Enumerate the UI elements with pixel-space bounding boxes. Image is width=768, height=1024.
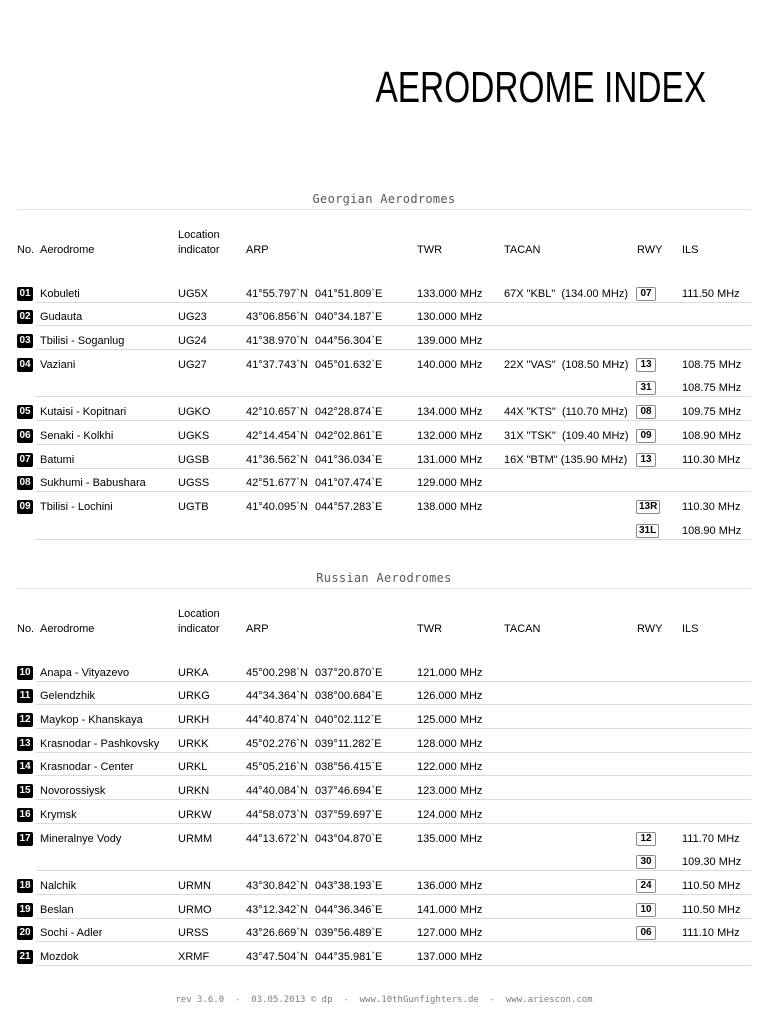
- row-number-badge: 16: [17, 808, 33, 822]
- table-row: [17, 776, 751, 800]
- section-title: Georgian Aerodromes: [312, 192, 456, 206]
- runway-cell: [637, 381, 682, 395]
- row-number-badge: 03: [17, 334, 33, 348]
- twr-frequency: 127.000 MHz: [417, 927, 483, 940]
- table-row: [17, 919, 751, 943]
- arp-latitude: 45°05.216`N: [246, 761, 308, 774]
- table-row: [17, 848, 751, 872]
- arp-latitude: 42°51.677`N: [246, 477, 308, 490]
- runway-designator: 07: [636, 287, 656, 301]
- table-header-row: [17, 595, 751, 637]
- ils-frequency: 110.30 MHz: [682, 500, 741, 513]
- col-header-no: No.: [17, 623, 35, 635]
- runway-cell: [637, 832, 682, 846]
- table-row: [17, 895, 751, 919]
- col-header-ils: ILS: [682, 623, 699, 635]
- col-header-twr: TWR: [417, 244, 443, 256]
- row-number-badge: 04: [17, 358, 33, 372]
- row-number-cell: [17, 689, 40, 703]
- row-number-cell: [17, 405, 40, 419]
- runway-designator: 13R: [636, 500, 660, 514]
- arp-longitude: 041°07.474`E: [315, 477, 383, 490]
- aerodrome-section: [17, 188, 751, 540]
- ils-frequency: 110.50 MHz: [682, 879, 741, 892]
- row-number-cell: [17, 500, 40, 514]
- page-title: AERODROME INDEX: [375, 63, 706, 112]
- row-number-badge: 15: [17, 784, 33, 798]
- col-header-ils: ILS: [682, 244, 699, 256]
- aerodrome-name: Maykop - Khanskaya: [40, 714, 143, 727]
- location-indicator: URKW: [178, 808, 212, 821]
- arp-longitude: 038°00.684`E: [315, 690, 383, 703]
- col-header-aerodrome: Aerodrome: [40, 244, 95, 256]
- arp-longitude: 045°01.632`E: [315, 358, 383, 371]
- arp-longitude: 044°35.981`E: [315, 950, 383, 963]
- table-row: [17, 492, 751, 516]
- table-rows: [17, 279, 751, 540]
- col-header-tacan: TACAN: [504, 623, 541, 635]
- arp-latitude: 44°13.672`N: [246, 832, 308, 845]
- location-indicator: URSS: [178, 927, 209, 940]
- col-header-location-line2: indicator: [178, 244, 220, 256]
- runway-cell: [637, 358, 682, 372]
- col-header-aerodrome: Aerodrome: [40, 623, 95, 635]
- row-number-badge: 10: [17, 666, 33, 680]
- row-number-cell: [17, 334, 40, 348]
- col-header-location-indicator: [178, 228, 246, 258]
- aerodrome-name: Sochi - Adler: [40, 927, 103, 940]
- row-number-cell: [17, 429, 40, 443]
- location-indicator: URMN: [178, 879, 211, 892]
- location-indicator: UG23: [178, 311, 207, 324]
- footer-text: rev 3.6.0 - 03.05.2013 © dp - www.10thGunfighters.de - www.ariescon.com: [175, 995, 593, 1005]
- arp-latitude: 43°30.842`N: [246, 879, 308, 892]
- location-indicator: XRMF: [178, 950, 210, 963]
- row-number-badge: 02: [17, 310, 33, 324]
- location-indicator: URKL: [178, 761, 208, 774]
- twr-frequency: 139.000 MHz: [417, 335, 483, 348]
- location-indicator: UGTB: [178, 500, 209, 513]
- ils-frequency: 111.70 MHz: [682, 832, 740, 845]
- table-row: [17, 705, 751, 729]
- location-indicator: UG27: [178, 358, 207, 371]
- row-number-badge: 19: [17, 903, 33, 917]
- row-number-cell: [17, 926, 40, 940]
- ils-frequency: 110.50 MHz: [682, 903, 741, 916]
- twr-frequency: 133.000 MHz: [417, 287, 483, 300]
- ils-frequency: 108.90 MHz: [682, 429, 742, 442]
- location-indicator: UGKS: [178, 429, 210, 442]
- arp-latitude: 44°58.073`N: [246, 808, 308, 821]
- runway-designator: 12: [636, 832, 656, 846]
- aerodrome-name: Mozdok: [40, 950, 79, 963]
- arp-longitude: 038°56.415`E: [315, 761, 383, 774]
- table-row: [17, 824, 751, 848]
- table-rows: [17, 658, 751, 966]
- twr-frequency: 121.000 MHz: [417, 666, 483, 679]
- arp-latitude: 44°40.084`N: [246, 785, 308, 798]
- aerodrome-name: Gudauta: [40, 311, 83, 324]
- aerodrome-name: Nalchik: [40, 879, 77, 892]
- aerodrome-name: Beslan: [40, 903, 74, 916]
- location-indicator: UGKO: [178, 406, 211, 419]
- row-number-badge: 06: [17, 429, 33, 443]
- table-row: [17, 516, 751, 540]
- location-indicator: URKA: [178, 666, 209, 679]
- col-header-location-indicator: [178, 607, 246, 637]
- ils-frequency: 109.75 MHz: [682, 406, 742, 419]
- arp-latitude: 44°40.874`N: [246, 714, 308, 727]
- row-number-badge: 01: [17, 287, 33, 301]
- location-indicator: URKG: [178, 690, 210, 703]
- runway-designator: 13: [636, 358, 656, 372]
- ils-frequency: 111.10 MHz: [682, 927, 740, 940]
- twr-frequency: 132.000 MHz: [417, 429, 483, 442]
- row-number-cell: [17, 310, 40, 324]
- aerodrome-name: Tbilisi - Lochini: [40, 500, 113, 513]
- arp-latitude: 45°00.298`N: [246, 666, 308, 679]
- tacan-info: 31X "TSK" (109.40 MHz): [504, 429, 629, 442]
- arp-longitude: 037°20.870`E: [315, 666, 383, 679]
- twr-frequency: 135.000 MHz: [417, 832, 483, 845]
- twr-frequency: 138.000 MHz: [417, 500, 483, 513]
- section-divider: [17, 588, 751, 589]
- tacan-info: 16X "BTM" (135.90 MHz): [504, 453, 628, 466]
- twr-frequency: 140.000 MHz: [417, 358, 483, 371]
- runway-designator: 06: [636, 926, 656, 940]
- arp-latitude: 43°47.504`N: [246, 950, 308, 963]
- row-number-badge: 13: [17, 737, 33, 751]
- arp-longitude: 040°34.187`E: [315, 311, 383, 324]
- runway-designator: 31L: [636, 524, 659, 538]
- arp-longitude: 037°46.694`E: [315, 785, 383, 798]
- tacan-info: 44X "KTS" (110.70 MHz): [504, 406, 628, 419]
- table-row: [17, 279, 751, 303]
- runway-designator: 09: [636, 429, 656, 443]
- location-indicator: URKN: [178, 785, 210, 798]
- table-row: [17, 469, 751, 493]
- row-number-badge: 11: [17, 689, 33, 703]
- row-number-badge: 05: [17, 405, 33, 419]
- arp-latitude: 44°34.364`N: [246, 690, 308, 703]
- aerodrome-name: Tbilisi - Soganlug: [40, 335, 125, 348]
- table-row: [17, 326, 751, 350]
- aerodrome-name: Anapa - Vityazevo: [40, 666, 130, 679]
- aerodrome-name: Krasnodar - Pashkovsky: [40, 737, 160, 750]
- location-indicator: UG24: [178, 335, 207, 348]
- section-title: Russian Aerodromes: [316, 571, 452, 585]
- col-header-location-line1: Location: [178, 229, 220, 241]
- twr-frequency: 128.000 MHz: [417, 737, 483, 750]
- arp-longitude: 039°11.282`E: [315, 737, 382, 750]
- col-header-location-line1: Location: [178, 608, 220, 620]
- row-number-badge: 20: [17, 926, 33, 940]
- runway-designator: 10: [636, 903, 656, 917]
- twr-frequency: 123.000 MHz: [417, 785, 483, 798]
- row-number-badge: 18: [17, 879, 33, 893]
- aerodrome-name: Krasnodar - Center: [40, 761, 134, 774]
- location-indicator: UGSS: [178, 477, 210, 490]
- arp-latitude: 43°26.669`N: [246, 927, 308, 940]
- arp-longitude: 044°57.283`E: [315, 500, 383, 513]
- row-number-cell: [17, 808, 40, 822]
- row-number-cell: [17, 287, 40, 301]
- col-header-location-line2: indicator: [178, 623, 220, 635]
- col-header-arp: ARP: [246, 623, 269, 635]
- table-row: [17, 729, 751, 753]
- runway-designator: 13: [636, 453, 656, 467]
- twr-frequency: 125.000 MHz: [417, 714, 483, 727]
- runway-cell: [637, 926, 682, 940]
- runway-cell: [637, 903, 682, 917]
- runway-cell: [637, 855, 682, 869]
- table-row: [17, 682, 751, 706]
- ils-frequency: 110.30 MHz: [682, 453, 741, 466]
- row-number-badge: 09: [17, 500, 33, 514]
- row-number-cell: [17, 832, 40, 846]
- row-number-badge: 08: [17, 476, 33, 490]
- runway-cell: [637, 287, 682, 301]
- row-number-badge: 07: [17, 453, 33, 467]
- twr-frequency: 129.000 MHz: [417, 477, 483, 490]
- row-number-badge: 17: [17, 832, 33, 846]
- twr-frequency: 141.000 MHz: [417, 903, 483, 916]
- row-number-cell: [17, 903, 40, 917]
- arp-latitude: 43°12.342`N: [246, 903, 308, 916]
- arp-longitude: 042°02.861`E: [315, 429, 383, 442]
- runway-cell: [637, 453, 682, 467]
- arp-latitude: 42°10.657`N: [246, 406, 308, 419]
- arp-latitude: 41°55.797`N: [246, 287, 308, 300]
- runway-designator: 30: [636, 855, 656, 869]
- twr-frequency: 122.000 MHz: [417, 761, 483, 774]
- table-row: [17, 871, 751, 895]
- arp-longitude: 044°56.304`E: [315, 335, 383, 348]
- location-indicator: URKH: [178, 714, 210, 727]
- ils-frequency: 108.75 MHz: [682, 382, 742, 395]
- runway-cell: [637, 524, 682, 538]
- twr-frequency: 136.000 MHz: [417, 879, 483, 892]
- arp-longitude: 039°56.489`E: [315, 927, 383, 940]
- arp-longitude: 037°59.697`E: [315, 808, 383, 821]
- row-number-badge: 14: [17, 760, 33, 774]
- location-indicator: URMM: [178, 832, 213, 845]
- runway-cell: [637, 879, 682, 893]
- table-row: [17, 658, 751, 682]
- row-number-cell: [17, 666, 40, 680]
- table-row: [17, 942, 751, 966]
- arp-latitude: 41°38.970`N: [246, 335, 308, 348]
- arp-latitude: 42°14.454`N: [246, 429, 308, 442]
- runway-designator: 31: [636, 381, 656, 395]
- section-divider: [17, 209, 751, 210]
- table-row: [17, 350, 751, 374]
- row-number-cell: [17, 453, 40, 467]
- aerodrome-name: Kobuleti: [40, 287, 80, 300]
- tacan-info: 22X "VAS" (108.50 MHz): [504, 358, 629, 371]
- runway-cell: [637, 429, 682, 443]
- aerodrome-name: Sukhumi - Babushara: [40, 477, 146, 490]
- row-number-cell: [17, 713, 40, 727]
- twr-frequency: 134.000 MHz: [417, 406, 483, 419]
- aerodrome-name: Mineralnye Vody: [40, 832, 122, 845]
- location-indicator: URKK: [178, 737, 209, 750]
- aerodrome-name: Kutaisi - Kopitnari: [40, 406, 127, 419]
- runway-cell: [637, 405, 682, 419]
- row-number-cell: [17, 950, 40, 964]
- runway-cell: [637, 500, 682, 514]
- table-row: [17, 753, 751, 777]
- col-header-arp: ARP: [246, 244, 269, 256]
- aerodrome-name: Batumi: [40, 453, 75, 466]
- table-row: [17, 421, 751, 445]
- arp-latitude: 41°37.743`N: [246, 358, 308, 371]
- row-number-cell: [17, 879, 40, 893]
- table-row: [17, 303, 751, 327]
- table-header-row: [17, 216, 751, 258]
- twr-frequency: 126.000 MHz: [417, 690, 483, 703]
- col-header-no: No.: [17, 244, 35, 256]
- arp-longitude: 043°04.870`E: [315, 832, 383, 845]
- table-row: [17, 374, 751, 398]
- arp-latitude: 41°40.095`N: [246, 500, 308, 513]
- twr-frequency: 137.000 MHz: [417, 950, 483, 963]
- twr-frequency: 131.000 MHz: [417, 453, 483, 466]
- row-number-badge: 12: [17, 713, 33, 727]
- arp-latitude: 45°02.276`N: [246, 737, 308, 750]
- aerodrome-name: Krymsk: [40, 808, 77, 821]
- runway-designator: 08: [636, 405, 656, 419]
- ils-frequency: 109.30 MHz: [682, 856, 742, 869]
- location-indicator: UG5X: [178, 287, 208, 300]
- row-number-badge: 21: [17, 950, 33, 964]
- twr-frequency: 124.000 MHz: [417, 808, 483, 821]
- ils-frequency: 108.75 MHz: [682, 358, 742, 371]
- table-row: [17, 397, 751, 421]
- arp-longitude: 040°02.112`E: [315, 714, 382, 727]
- col-header-rwy: RWY: [637, 623, 663, 635]
- arp-latitude: 41°36.562`N: [246, 453, 308, 466]
- col-header-twr: TWR: [417, 623, 443, 635]
- ils-frequency: 108.90 MHz: [682, 524, 742, 537]
- col-header-rwy: RWY: [637, 244, 663, 256]
- arp-longitude: 041°36.034`E: [315, 453, 383, 466]
- arp-latitude: 43°06.856`N: [246, 311, 308, 324]
- table-row: [17, 800, 751, 824]
- aerodrome-name: Vaziani: [40, 358, 76, 371]
- row-number-cell: [17, 476, 40, 490]
- aerodrome-name: Gelendzhik: [40, 690, 96, 703]
- tacan-info: 67X "KBL" (134.00 MHz): [504, 287, 628, 300]
- row-number-cell: [17, 760, 40, 774]
- ils-frequency: 111.50 MHz: [682, 287, 740, 300]
- twr-frequency: 130.000 MHz: [417, 311, 483, 324]
- aerodrome-name: Novorossiysk: [40, 785, 106, 798]
- table-row: [17, 445, 751, 469]
- aerodrome-section: [17, 567, 751, 966]
- row-number-cell: [17, 784, 40, 798]
- col-header-tacan: TACAN: [504, 244, 541, 256]
- runway-designator: 24: [636, 879, 656, 893]
- arp-longitude: 044°36.346`E: [315, 903, 383, 916]
- row-number-cell: [17, 737, 40, 751]
- aerodrome-name: Senaki - Kolkhi: [40, 429, 114, 442]
- arp-longitude: 041°51.809`E: [315, 287, 383, 300]
- row-number-cell: [17, 358, 40, 372]
- location-indicator: URMO: [178, 903, 212, 916]
- arp-longitude: 042°28.874`E: [315, 406, 383, 419]
- arp-longitude: 043°38.193`E: [315, 879, 383, 892]
- location-indicator: UGSB: [178, 453, 210, 466]
